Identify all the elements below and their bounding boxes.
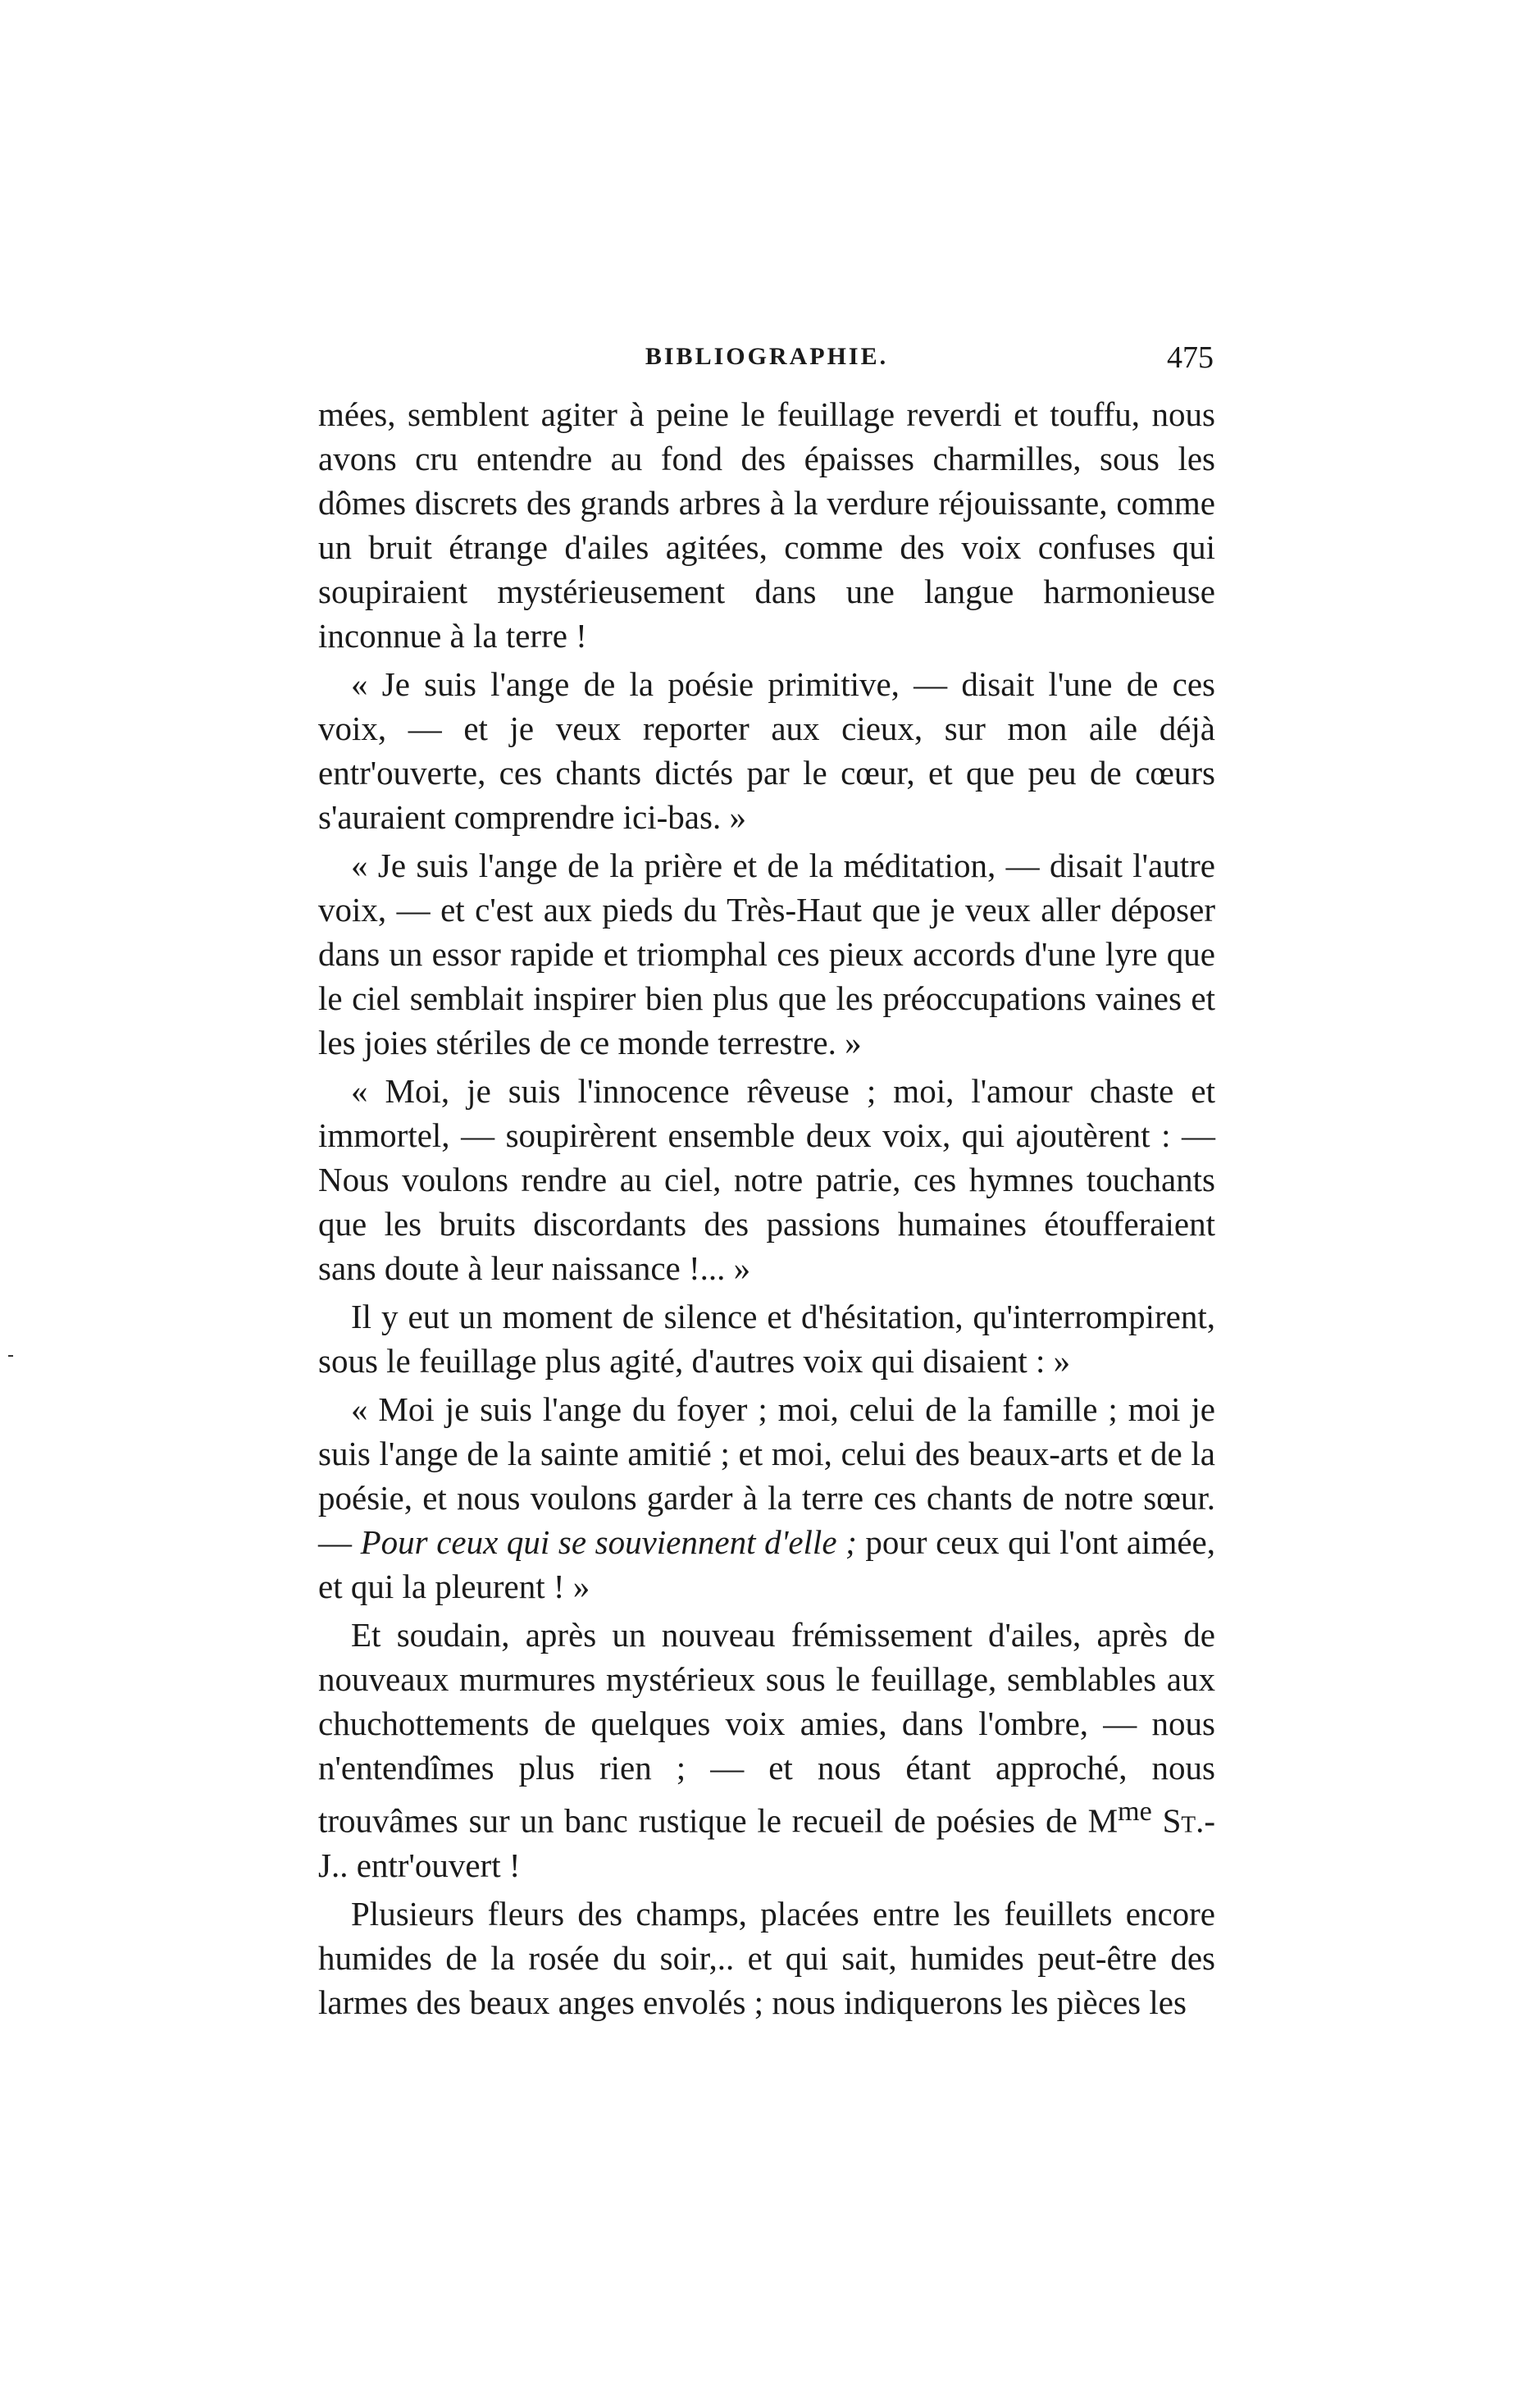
paragraph-8: Plusieurs fleurs des champs, placées entre les feuillets encore humides de la rosée du soir,.. et qui sait, humides peut-être des larmes des beaux anges envolés ; nous indiquerons les pièces les: [318, 1894, 1215, 2021]
paragraph-1: mées, semblent agiter à peine le feuillage reverdi et touffu, nous avons cru entendre au fond des épaisses charmilles, sous les dômes discrets des grands arbres à la verdure réjouissante, comme un bruit étrange d'ailes agitées, comme des voix confuses qui soupiraient mystérieusement dans une langue harmonieuse inconnue à la terre !: [318, 395, 1215, 655]
body-text: [318, 392, 1215, 2029]
paragraph-5: Il y eut un moment de silence et d'hésitation, qu'interrompirent, sous le feuillage plus agité, d'autres voix qui disaient : »: [318, 1298, 1215, 1380]
paragraph-6-italic: Pour ceux qui se souviennent d'elle ;: [360, 1523, 857, 1561]
running-title: BIBLIOGRAPHIE.: [645, 343, 889, 370]
paragraph-7-text-a: Et soudain, après un nouveau frémissement d'ailes, après de nouveaux murmures mystérieux sous le feuillage, semblables aux chuchottements de quelques voix amies, dans l'ombre, — nous n'entendîmes plus rien ; — et nous étant approché, nous trouvâmes sur un banc rustique le recueil de poésies de M: [318, 1616, 1215, 1840]
paragraph-7-superscript: me: [1118, 1796, 1152, 1827]
margin-mark: [8, 1355, 13, 1357]
paragraph-4: « Moi, je suis l'innocence rêveuse ; moi, l'amour chaste et immortel, — soupirèrent ensemble deux voix, qui ajoutèrent : — Nous voulons rendre au ciel, notre patrie, ces hymnes touchants que les bruits discordants des passions humaines étoufferaient sans doute à leur naissance !... »: [318, 1072, 1215, 1287]
paragraph-3: « Je suis l'ange de la prière et de la méditation, — disait l'autre voix, — et c'est aux pieds du Très-Haut que je veux aller déposer dans un essor rapide et triomphal ces pieux accords d'une lyre que le ciel semblait inspirer bien plus que les préoccupations vaines et les joies stériles de ce monde terrestre. »: [318, 847, 1215, 1061]
paragraph-7-text-b: entr'ouvert !: [348, 1846, 521, 1884]
paragraph-2: « Je suis l'ange de la poésie primitive, — disait l'une de ces voix, — et je veux reporter aux cieux, sur mon aile déjà entr'ouverte, ces chants dictés par le cœur, et que peu de cœurs s'auraient comprendre ici-bas. »: [318, 665, 1215, 836]
paragraph-7: [318, 1613, 1215, 1887]
paragraph-7-name: St.-J..: [318, 1801, 1216, 1884]
paragraph-6: [318, 1387, 1215, 1609]
paragraph-6-text-c: pour ceux qui l'ont aimée, et qui la pleurent ! »: [318, 1523, 1215, 1605]
running-head: [320, 340, 1214, 392]
page-number: 475: [1167, 340, 1214, 375]
paragraph-6-text-a: « Moi je suis l'ange du foyer ; moi, celui de la famille ; moi je suis l'ange de la sainte amitié ; et moi, celui des beaux-arts et de la poésie, et nous voulons garder à la terre ces chants de notre sœur. —: [318, 1390, 1215, 1561]
